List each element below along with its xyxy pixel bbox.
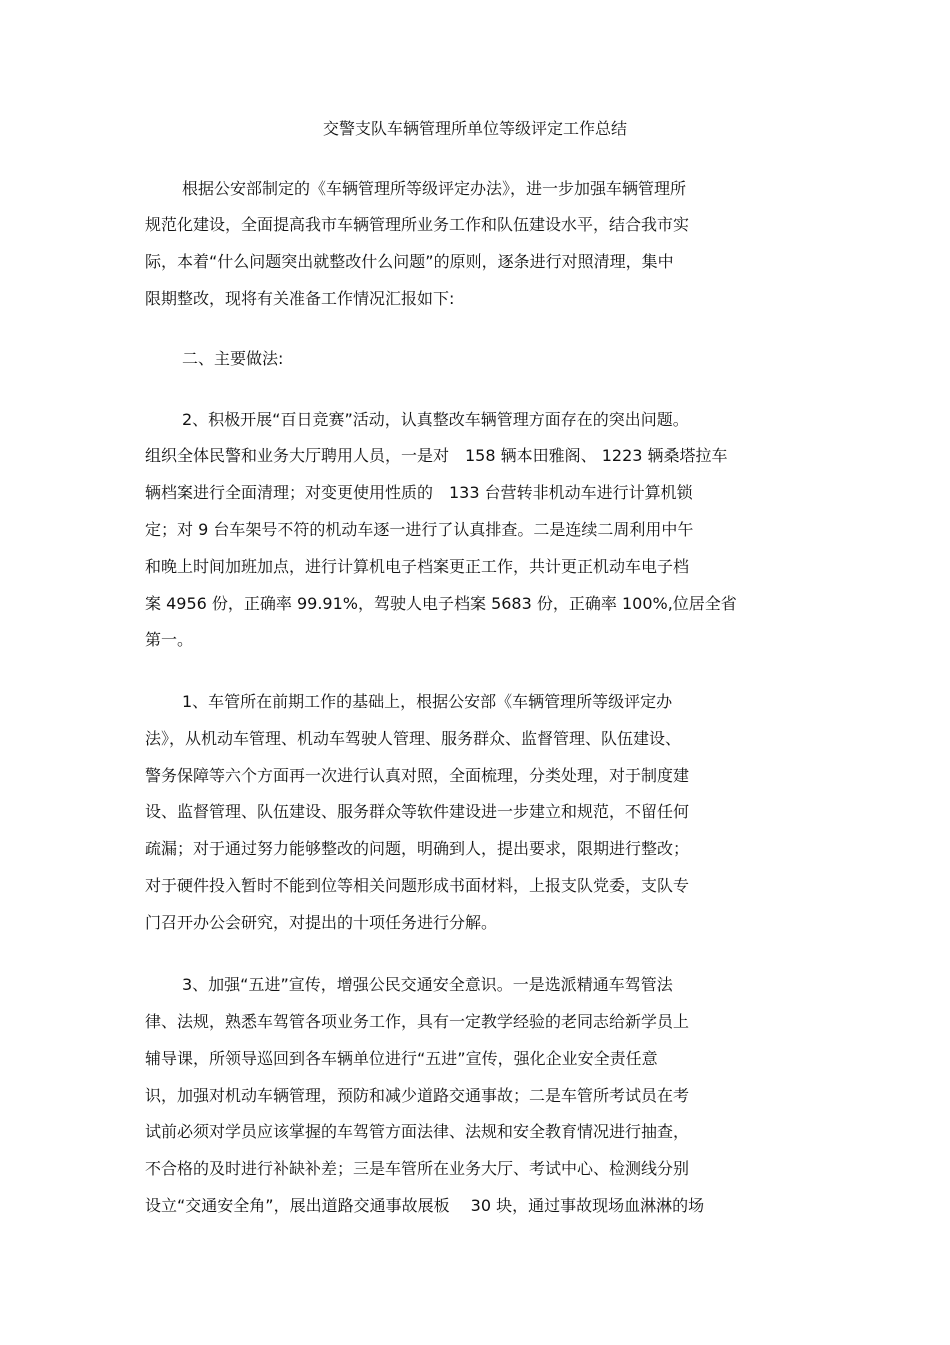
paragraph-4-line-1: 3、加强“五进”宣传，增强公民交通安全意识。一是选派精通车驾管法 bbox=[182, 975, 673, 994]
paragraph-1-line-1: 根据公安部制定的《车辆管理所等级评定办法》，进一步加强车辆管理所 bbox=[182, 179, 687, 198]
paragraph-2-line-2: 组织全体民警和业务大厅聘用人员，一是对 158 辆本田雅阁、 1223 辆桑塔拉车 bbox=[145, 446, 728, 465]
paragraph-3-line-2: 法》，从机动车管理、机动车驾驶人管理、服务群众、监督管理、队伍建设、 bbox=[145, 729, 682, 748]
paragraph-3-line-5: 疏漏；对于通过努力能够整改的问题，明确到人，提出要求，限期进行整改； bbox=[145, 839, 690, 858]
paragraph-3-line-4: 设、监督管理、队伍建设、服务群众等软件建设进一步建立和规范，不留任何 bbox=[145, 802, 690, 821]
paragraph-2-line-3: 辆档案进行全面清理；对变更使用性质的 133 台营转非机动车进行计算机锁 bbox=[145, 483, 693, 502]
paragraph-3-line-3: 警务保障等六个方面再一次进行认真对照，全面梳理，分类处理，对于制度建 bbox=[145, 766, 690, 785]
paragraph-4-line-6: 不合格的及时进行补缺补差；三是车管所在业务大厅、考试中心、检测线分别 bbox=[145, 1159, 690, 1178]
document-title: 交警支队车辆管理所单位等级评定工作总结 bbox=[322, 119, 627, 138]
paragraph-3-line-7: 门召开办公会研究，对提出的十项任务进行分解。 bbox=[145, 913, 498, 932]
paragraph-4-line-4: 识，加强对机动车辆管理，预防和减少道路交通事故；二是车管所考试员在考 bbox=[145, 1086, 690, 1105]
paragraph-2-line-1: 2、积极开展“百日竞赛”活动，认真整改车辆管理方面存在的突出问题。 bbox=[182, 410, 689, 429]
paragraph-4-line-7: 设立“交通安全角”，展出道路交通事故展板 30 块，通过事故现场血淋淋的场 bbox=[145, 1196, 705, 1215]
paragraph-4-line-5: 试前必须对学员应该掌握的车驾管方面法律、法规和安全教育情况进行抽查， bbox=[145, 1122, 690, 1141]
paragraph-2-line-4: 定；对 9 台车架号不符的机动车逐一进行了认真排查。二是连续二周利用中午 bbox=[145, 520, 694, 539]
paragraph-1-line-3: 际，本着“什么问题突出就整改什么问题”的原则，逐条进行对照清理，集中 bbox=[145, 252, 674, 271]
paragraph-4-line-2: 律、法规，熟悉车驾管各项业务工作，具有一定教学经验的老同志给新学员上 bbox=[145, 1012, 690, 1031]
paragraph-2-line-6: 案 4956 份，正确率 99.91%，驾驶人电子档案 5683 份，正确率 100%,位居全省 bbox=[145, 594, 737, 613]
paragraph-3-line-1: 1、车管所在前期工作的基础上，根据公安部《车辆管理所等级评定办 bbox=[182, 692, 673, 711]
paragraph-2-line-5: 和晚上时间加班加点，进行计算机电子档案更正工作，共计更正机动车电子档 bbox=[145, 557, 690, 576]
paragraph-1-line-4: 限期整改，现将有关准备工作情况汇报如下: bbox=[145, 289, 455, 308]
paragraph-3-line-6: 对于硬件投入暂时不能到位等相关问题形成书面材料，上报支队党委，支队专 bbox=[145, 876, 690, 895]
paragraph-4-line-3: 辅导课，所领导巡回到各车辆单位进行“五进”宣传，强化企业安全责任意 bbox=[145, 1049, 658, 1068]
section-heading: 二、主要做法: bbox=[182, 349, 284, 368]
paragraph-2-line-7: 第一。 bbox=[145, 630, 194, 649]
paragraph-1-line-2: 规范化建设，全面提高我市车辆管理所业务工作和队伍建设水平，结合我市实 bbox=[145, 215, 690, 234]
